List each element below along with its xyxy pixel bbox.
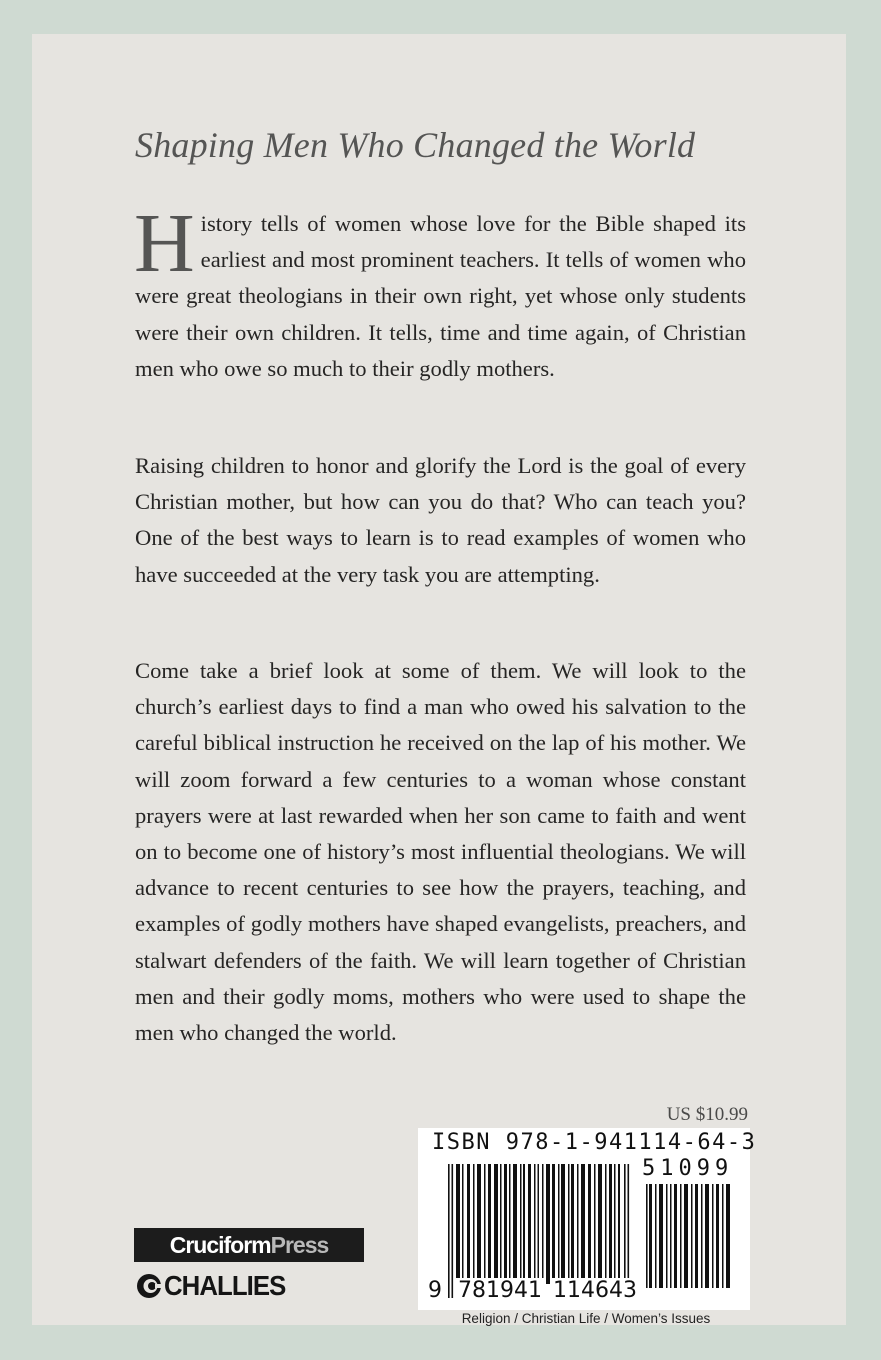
challies-wordmark: CHALLIES [164,1270,286,1301]
barcode-price-code: 51099 [642,1156,734,1181]
challies-logo [136,1270,296,1302]
cover-heading: Shaping Men Who Changed the World [135,125,696,165]
bisac-category: Religion / Christian Life / Women’s Issues [461,1311,711,1326]
cruciform-logo-text: Cruciform [169,1232,271,1258]
isbn-barcode [418,1128,757,1310]
blurb-paragraph-3: Come take a brief look at some of them. We will look to the church’s earliest days to find a man who owed his salvation to the careful biblical instruction he received on the lap of his mother. We will zoom forward a few centuries to a woman whose constant prayers were at last rewarded when her son came to faith and went on to become one of history’s most influential theologians. We will advance to recent centuries to see how the prayers, teaching, and examples of godly mothers have shaped evangelists, preachers, and stalwart defenders of the faith. We will learn together of Christian men and their godly moms, mothers who were used to shape the men who changed the world. [135,658,746,1046]
isbn-number: ISBN 978-1-941114-64-3 [432,1130,757,1155]
barcode-digit-prefix: 9 [428,1278,442,1303]
price-label: US $10.99 [666,1104,748,1125]
barcode-digit-group-1: 781941 [458,1278,542,1303]
blurb-paragraph-2: Raising children to honor and glorify the Lord is the goal of every Christian mother, but how can you do that? Who can teach you? One of the best ways to learn is to read examples of women who have succeeded at the very task you are attempting. [135,453,746,587]
blurb-paragraph-1-text: istory tells of women whose love for the Bible shaped its earliest and most prominent teachers. It tells of women who were great theologians in their own right, yet whose only students were their own children. It tells, time and time again, of Christian men who owe so much to their godly mothers. [135,211,746,381]
addon-barcode-bars-icon [646,1184,732,1288]
blurb-paragraph-1 [134,197,746,387]
cruciform-press-logo [134,1228,364,1262]
press-logo-text: Press [270,1232,329,1258]
drop-cap: H [134,197,195,290]
challies-c-mark-icon [136,1273,162,1299]
barcode-digit-group-2: 114643 [552,1278,637,1303]
barcode-digits [428,1278,639,1303]
